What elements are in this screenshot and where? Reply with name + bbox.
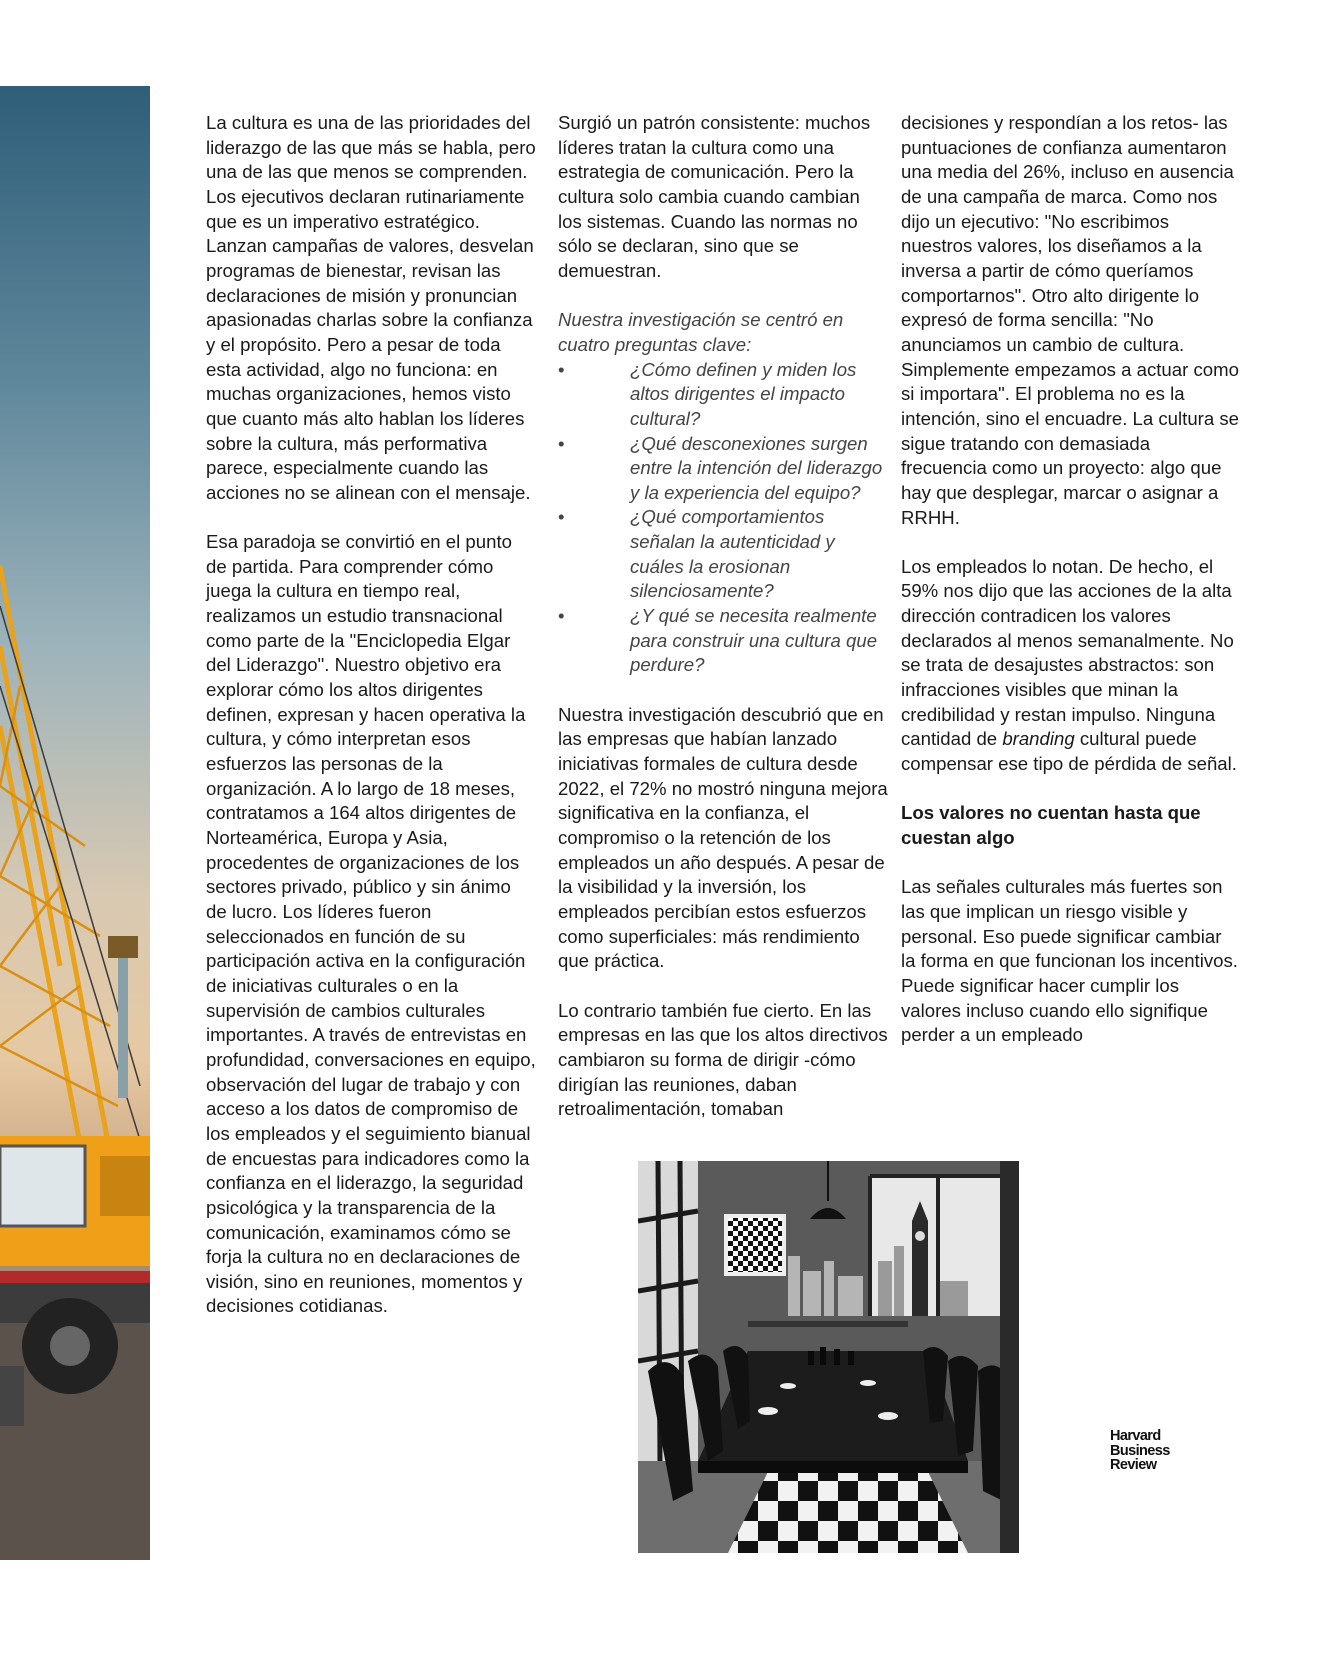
article-column-1	[206, 111, 536, 1319]
questions-intro: Nuestra investigación se centró en cuatro preguntas clave:	[558, 309, 844, 355]
bullet-icon: •	[558, 432, 565, 454]
bullet-icon: •	[558, 506, 565, 528]
col3-paragraph-1: decisiones y respondían a los retos- las puntuaciones de confianza aumentaron una media del 26%, incluso en ausencia de una campaña de marca. Como nos dijo un ejecutivo: "No escribimos nuestros valores, los diseñamos a la inversa a partir de cómo queríamos comportarnos". Otro alto dirigente lo expresó de forma sencilla: "No anunciamos un cambio de cultura. Simplemente empezamos a actuar como si importara". El problema no es la intención, sino el encuadre. La cultura se sigue tratando con demasiada frecuencia como un proyecto: algo que hay que desplegar, marcar o asignar a RRHH.	[901, 112, 1240, 528]
col1-paragraph-2: Esa paradoja se convirtió en el punto de partida. Para comprender cómo juega la cultura en tiempo real, realizamos un estudio transnacional como parte de la "Enciclopedia Elgar del Liderazgo". Nuestro objetivo era explorar cómo los altos dirigentes definen, expresan y hacen operativa la cultura, y cómo interpretan esos esfuerzos las personas de la organización. A lo largo de 18 meses, contratamos a 164 altos dirigentes de Norteamérica, Europa y Asia, procedentes de organizaciones de los sectores privado, público y sin ánimo de lucro. Los líderes fueron seleccionados en función de su participación activa en la configuración de iniciativas culturales o en la supervisión de cambios culturales importantes. A través de entrevistas en profundidad, conversaciones en equipo, observación del lugar de trabajo y con acceso a los datos de compromiso de los empleados y el seguimiento bianual de encuestas para indicadores como la confianza en el liderazgo, la seguridad psicológica y la transparencia de la comunicación, examinamos cómo se forja la cultura no en declaraciones de visión, sino en reuniones, momentos y decisiones cotidianas.	[206, 531, 536, 1317]
research-questions	[558, 308, 888, 678]
question-item: • ¿Qué comportamientos señalan la autenticidad y cuáles la erosionan silenciosamente?	[558, 506, 835, 602]
article-column-2	[558, 111, 888, 1122]
crane-illustration	[0, 86, 150, 1560]
boardroom-illustration	[638, 1161, 1019, 1553]
col1-paragraph-1: La cultura es una de las prioridades del liderazgo de las que más se habla, pero una de las que menos se comprenden. Los ejecutivos declaran rutinariamente que es un imperativo estratégico. Lanzan campañas de valores, desvelan programas de bienestar, revisan las declaraciones de misión y pronuncian apasionadas charlas sobre la confianza y el propósito. Pero a pesar de toda esta actividad, algo no funciona: en muchas organizaciones, hemos visto que cuanto más alto hablan los líderes sobre la cultura, más performativa parece, especialmente cuando las acciones no se alinean con el mensaje.	[206, 112, 536, 503]
section-heading: Los valores no cuentan hasta que cuestan algo	[901, 802, 1201, 848]
col3-paragraph-2: Los empleados lo notan. De hecho, el 59% nos dijo que las acciones de la alta dirección contradicen los valores declarados al menos semanalmente. No se trata de desajustes abstractos: son infracciones visibles que minan la credibilidad y restan impulso. Ninguna cantidad de branding cultural puede compensar ese tipo de pérdida de señal.	[901, 555, 1237, 775]
chess-boardroom-photo	[638, 1161, 1019, 1553]
col3-paragraph-3: Las señales culturales más fuertes son las que implican un riesgo visible y personal. Eso puede significar cambiar la forma en que funcionan los incentivos. Puede significar hacer cumplir los valores incluso cuando ello signifique perder a un empleado	[901, 876, 1238, 1046]
col2-paragraph-3: Nuestra investigación descubrió que en las empresas que habían lanzado iniciativas formales de cultura desde 2022, el 72% no mostró ninguna mejora significativa en la confianza, el compromiso o la retención de los empleados un año después. A pesar de la visibilidad y la inversión, los empleados percibían estos esfuerzos como superficiales: más rendimiento que práctica.	[558, 703, 888, 972]
col2-paragraph-1: Surgió un patrón consistente: muchos líderes tratan la cultura como una estrategia de comunicación. Pero la cultura solo cambia cuando cambian los sistemas. Cuando las normas no sólo se declaran, sino que se demuestran.	[558, 112, 871, 281]
crane-photo	[0, 86, 150, 1560]
bullet-icon: •	[558, 358, 565, 380]
question-item: • ¿Cómo definen y miden los altos dirigentes el impacto cultural?	[558, 358, 857, 429]
hbr-logo: Harvard Business Review	[1110, 1428, 1170, 1473]
article-column-3	[901, 111, 1241, 1048]
question-item: • ¿Y qué se necesita realmente para construir una cultura que perdure?	[558, 605, 878, 676]
col2-paragraph-4: Lo contrario también fue cierto. En las empresas en las que los altos directivos cambiaron su forma de dirigir -cómo dirigían las reuniones, daban retroalimentación, tomaban	[558, 999, 888, 1120]
question-item: • ¿Qué desconexiones surgen entre la intención del liderazgo y la experiencia del equipo?	[558, 432, 883, 503]
bullet-icon: •	[558, 605, 565, 627]
